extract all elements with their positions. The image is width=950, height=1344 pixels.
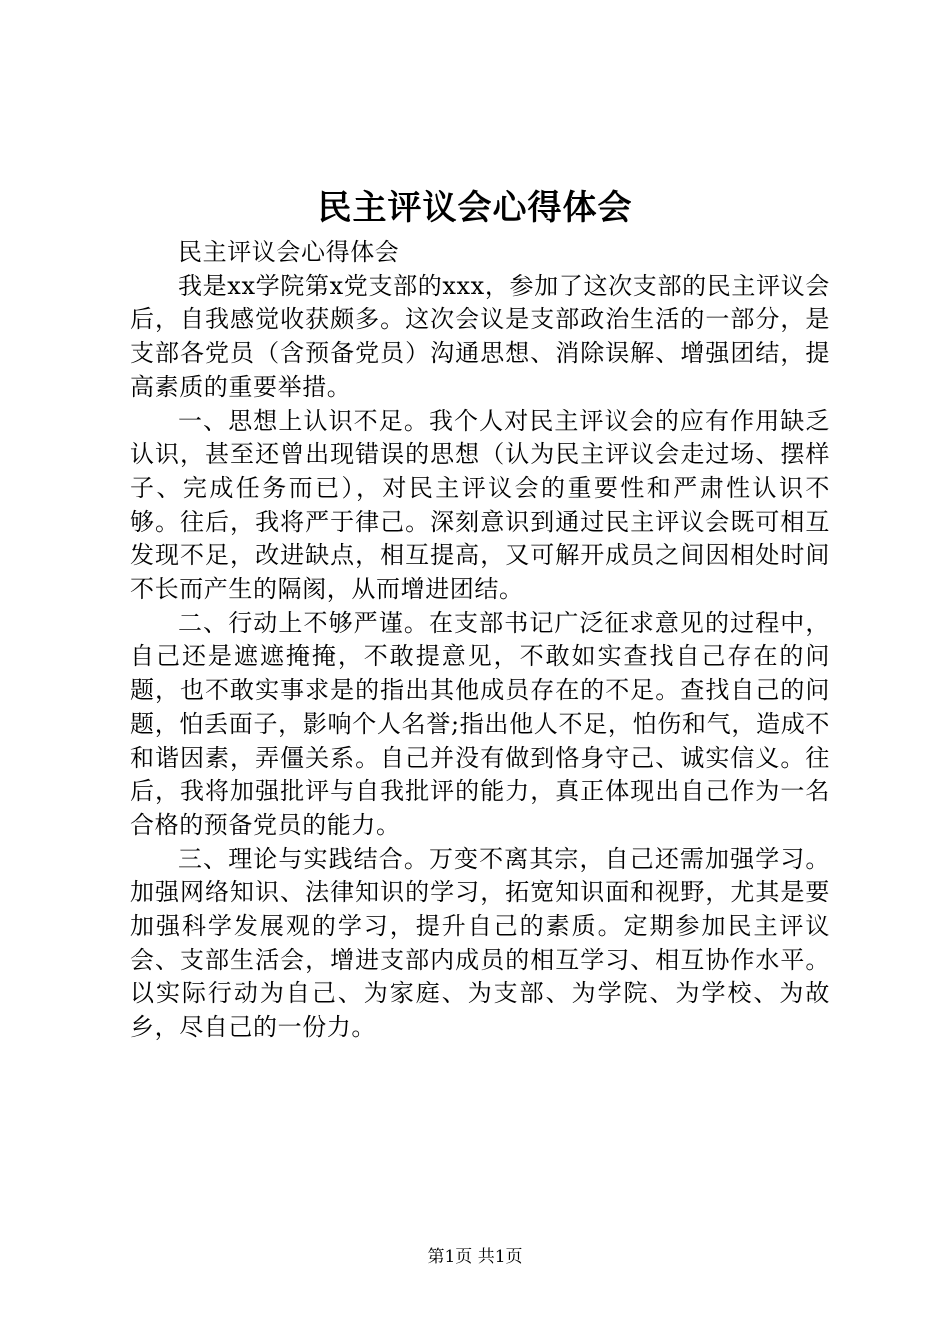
document-title: 民主评议会心得体会 (317, 188, 633, 228)
page-number-footer: 第1页 共1页 (427, 1247, 523, 1267)
document-body (130, 236, 830, 1045)
section-three-paragraph: 三、理论与实践结合。万变不离其宗，自己还需加强学习。加强网络知识、法律知识的学习，拓宽知识面和视野，尤其是要加强科学发展观的学习，提升自己的素质。定期参加民主评议会、支部生活会，增进支部内成员的相互学习、相互协作水平。以实际行动为自己、为家庭、为支部、为学院、为学校、为故乡，尽自己的一份力。 (130, 844, 830, 1042)
section-one-paragraph: 一、思想上认识不足。我个人对民主评议会的应有作用缺乏认识，甚至还曾出现错误的思想（认为民主评议会走过场、摆样子、完成任务而已），对民主评议会的重要性和严肃性认识不够。往后，我将严于律己。深刻意识到通过民主评议会既可相互发现不足，改进缺点，相互提高，又可解开成员之间因相处时间不长而产生的隔阂，从而增进团结。 (130, 406, 830, 604)
subtitle-paragraph: 民主评议会心得体会 (178, 238, 400, 266)
section-two-paragraph: 二、行动上不够严谨。在支部书记广泛征求意见的过程中，自己还是遮遮掩掩，不敢提意见，不敢如实查找自己存在的问题，也不敢实事求是的指出其他成员存在的不足。查找自己的问题，怕丢面子，影响个人名誉;指出他人不足，怕伤和气，造成不和谐因素，弄僵关系。自己并没有做到恪身守己、诚实信义。往后，我将加强批评与自我批评的能力，真正体现出自己作为一名合格的预备党员的能力。 (130, 608, 830, 839)
intro-paragraph: 我是xx学院第x党支部的xxx，参加了这次支部的民主评议会后，自我感觉收获颇多。这次会议是支部政治生活的一部分，是支部各党员（含预备党员）沟通思想、消除误解、增强团结，提高素质的重要举措。 (130, 271, 830, 401)
